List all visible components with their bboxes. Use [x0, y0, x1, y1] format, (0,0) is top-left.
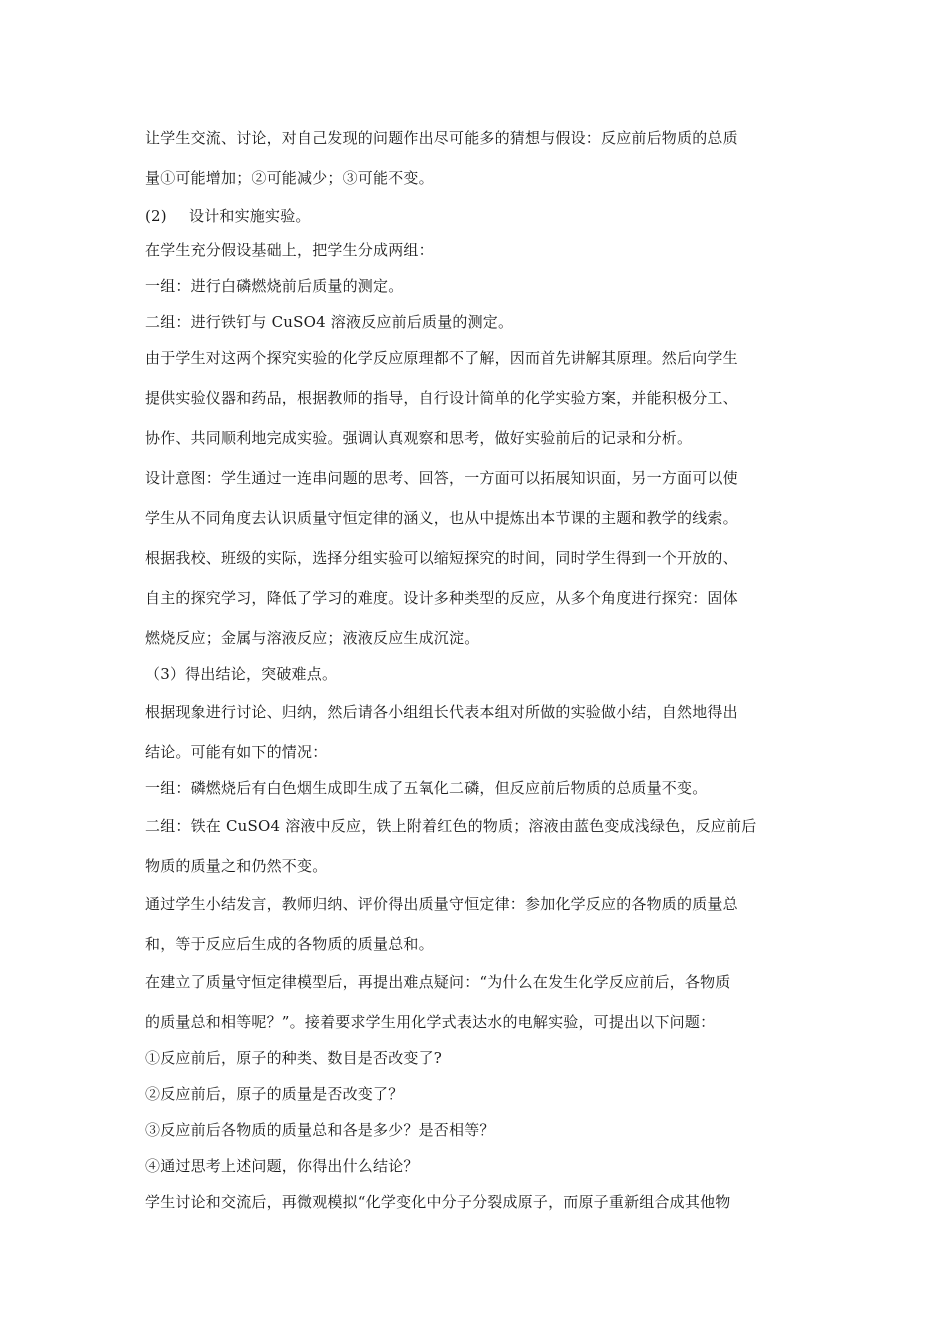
- step-2-number: (2): [145, 207, 167, 225]
- text-line-12: 根据我校、班级的实际，选择分组实验可以缩短探究的时间，同时学生得到一个开放的、: [145, 549, 738, 567]
- text-line-1: 让学生交流、讨论，对自己发现的问题作出尽可能多的猜想与假设：反应前后物质的总质: [145, 129, 738, 147]
- text-line-8: 提供实验仪器和药品，根据教师的指导，自行设计简单的化学实验方案，并能积极分工、: [145, 389, 738, 407]
- text-line-29: 学生讨论和交流后，再微观模拟“化学变化中分子分裂成原子，而原子重新组合成其他物: [145, 1193, 731, 1211]
- text-line-17: 结论。可能有如下的情况：: [145, 743, 328, 761]
- text-line-13: 自主的探究学习，降低了学习的难度。设计多种类型的反应，从多个角度进行探究：固体: [145, 589, 738, 607]
- text-line-9: 协作、共同顺利地完成实验。强调认真观察和思考，做好实验前后的记录和分析。: [145, 429, 693, 447]
- step-3-heading: （3）得出结论，突破难点。: [145, 665, 338, 683]
- step-2-heading: [145, 206, 825, 226]
- question-1: ①反应前后，原子的种类、数目是否改变了?: [145, 1049, 443, 1067]
- text-line-22: 和，等于反应后生成的各物质的质量总和。: [145, 935, 434, 953]
- text-line-18: 一组：磷燃烧后有白色烟生成即生成了五氧化二磷，但反应前后物质的总质量不变。: [145, 779, 708, 797]
- text-line-24: 的质量总和相等呢？”。接着要求学生用化学式表达水的电解实验，可提出以下问题：: [145, 1013, 716, 1031]
- text-line-10: 设计意图：学生通过一连串问题的思考、回答，一方面可以拓展知识面，另一方面可以使: [145, 469, 738, 487]
- question-2: ②反应前后，原子的质量是否改变了？: [145, 1085, 404, 1103]
- question-4: ④通过思考上述问题，你得出什么结论？: [145, 1157, 419, 1175]
- text-line-2: 量①可能增加；②可能减少；③可能不变。: [145, 169, 434, 187]
- question-3: ③反应前后各物质的质量总和各是多少？是否相等？: [145, 1121, 495, 1139]
- text-line-19: 二组：铁在 CuSO4 溶液中反应，铁上附着红色的物质；溶液由蓝色变成浅绿色，反应前后: [145, 817, 757, 835]
- text-line-11: 学生从不同角度去认识质量守恒定律的涵义，也从中提炼出本节课的主题和教学的线索。: [145, 509, 738, 527]
- step-2-title: 设计和实施实验。: [189, 207, 311, 225]
- text-line-14: 燃烧反应；金属与溶液反应；液液反应生成沉淀。: [145, 629, 480, 647]
- text-line-21: 通过学生小结发言，教师归纳、评价得出质量守恒定律：参加化学反应的各物质的质量总: [145, 895, 738, 913]
- text-line-7: 由于学生对这两个探究实验的化学反应原理都不了解，因而首先讲解其原理。然后向学生: [145, 349, 738, 367]
- text-line-4: 在学生充分假设基础上，把学生分成两组：: [145, 241, 434, 259]
- text-line-16: 根据现象进行讨论、归纳，然后请各小组组长代表本组对所做的实验做小结，自然地得出: [145, 703, 738, 721]
- text-line-23: 在建立了质量守恒定律模型后，再提出难点疑问：“为什么在发生化学反应前后，各物质: [145, 973, 731, 991]
- text-line-6: 二组：进行铁钉与 CuSO4 溶液反应前后质量的测定。: [145, 313, 514, 331]
- text-line-5: 一组：进行白磷燃烧前后质量的测定。: [145, 277, 404, 295]
- text-line-20: 物质的质量之和仍然不变。: [145, 857, 328, 875]
